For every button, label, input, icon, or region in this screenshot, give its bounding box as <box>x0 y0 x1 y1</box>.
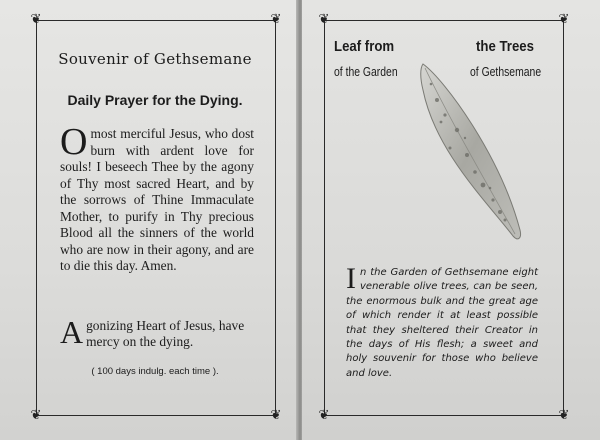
souvenir-title: Souvenir of Gethsemane <box>58 50 252 68</box>
ornament-icon: ❦ <box>318 408 330 423</box>
ornament-icon: ❦ <box>30 408 42 423</box>
ornament-icon: ❦ <box>270 408 282 423</box>
ornament-icon: ❦ <box>558 12 570 27</box>
pressed-olive-leaf <box>405 60 535 250</box>
garden-paragraph <box>346 262 538 381</box>
ornament-icon: ❦ <box>30 12 42 27</box>
ornament-icon: ❦ <box>270 12 282 27</box>
subheading-of-gethsemane: of Gethsemane <box>470 64 542 79</box>
subheading-of-the-garden: of the Garden <box>334 64 398 79</box>
agonizing-paragraph <box>60 314 260 350</box>
garden-text: n the Garden of Gethsemane eight venerable olive trees, can be seen, the enormous bulk and the great age of which render it at least possible that they sheltered their Creator in the days of His flesh; a sweet and holy souvenir for those who believe and love. <box>346 267 538 379</box>
prayer-paragraph <box>60 121 254 275</box>
agonizing-text: gonizing Heart of Jesus, have mercy on the dying. <box>86 318 245 349</box>
ornament-icon: ❦ <box>318 12 330 27</box>
agonizing-dropcap: A <box>60 314 84 350</box>
prayer-dropcap: O <box>60 121 88 163</box>
prayer-heading: Daily Prayer for the Dying. <box>67 92 243 108</box>
ornament-icon: ❦ <box>558 408 570 423</box>
heading-leaf-from: Leaf from <box>334 38 395 55</box>
garden-dropcap: I <box>346 262 356 295</box>
indulgence-note: ( 100 days indulg. each time ). <box>91 366 219 377</box>
prayer-text: most merciful Jesus, who dost burn with ardent love for souls! I beseech Thee by the agony of Thy most sacred Heart, and by the sorrows of Thine Immaculate Mother, to purify in Thy precious Blood all the sinners of the world who are now in their agony, and are to die this day. Amen. <box>60 126 254 273</box>
heading-the-trees: the Trees <box>476 38 534 55</box>
